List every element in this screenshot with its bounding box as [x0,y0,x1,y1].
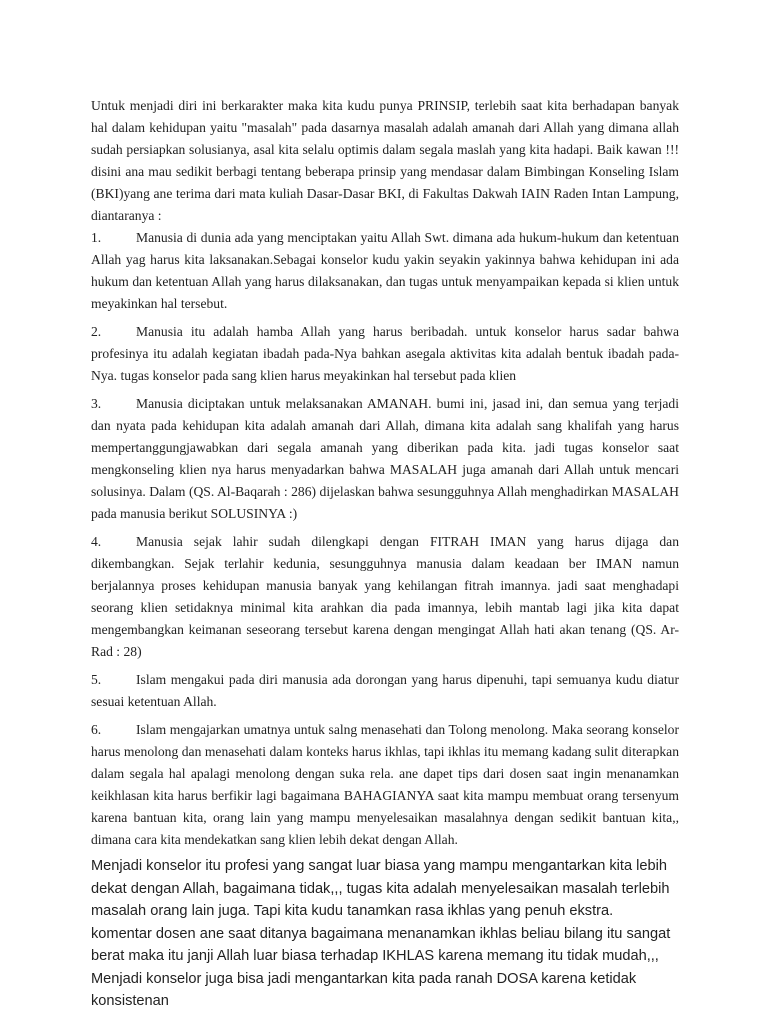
list-number: 5. [91,672,102,687]
list-number: 3. [91,396,102,411]
list-item [91,719,679,851]
closing-paragraph: Menjadi konselor juga bisa jadi mengantarkan kita pada ranah DOSA karena ketidak konsistenan [91,970,637,1009]
list-number: 1. [91,230,102,245]
list-text: Manusia sejak lahir sudah dilengkapi dengan FITRAH IMAN yang harus dijaga dan dikembangkan. Sejak terlahir kedunia, sesungguhnya manusia dalam keadaan ber IMAN namun berjalannya proses kehidupan manusia banyak yang kehilangan fitrah imannya. jadi saat menghadapi seorang klien setidaknya minimal kita arahkan dia pada imannya, lebih mantab lagi jika kita dapat mengembangkan keimanan seseorang tersebut karena dengan mengingat Allah hati akan tenang (QS. Ar-Rad : 28) [91,534,679,659]
list-number: 2. [91,324,102,339]
closing-paragraph: Menjadi konselor itu profesi yang sangat luar biasa yang mampu mengantarkan kita lebih dekat dengan Allah, bagaimana tidak,,, tugas kita adalah menyelesaikan masalah terlebih masalah orang lain juga. Tapi kita kudu tanamkan rasa ikhlas yang penuh ekstra. komentar dosen ane saat ditanya bagaimana menanamkan ikhlas beliau bilang itu sangat berat maka itu janji Allah luar biasa terhadap IKHLAS karena memang itu tidak mudah,,, [91,858,671,964]
list-number: 6. [91,722,102,737]
list-item [91,531,679,663]
list-item [91,393,679,525]
list-item [91,669,679,713]
list-item [91,321,679,387]
list-text: Manusia diciptakan untuk melaksanakan AMANAH. bumi ini, jasad ini, dan semua yang terjadi dan nyata pada kehidupan kita adalah amanah dari Allah, dimana kita adalah sang khalifah yang harus mempertanggungjawabkan dari segala amanah yang diberikan pada kita. jadi tugas konselor saat mengkonseling klien nya harus menyadarkan bahwa MASALAH juga amanah dari Allah untuk mencari solusinya. Dalam (QS. Al-Baqarah : 286) dijelaskan bahwa sesungguhnya Allah menghadirkan MASALAH pada manusia berikut SOLUSINYA :) [91,396,679,521]
list-text: Islam mengajarkan umatnya untuk salng menasehati dan Tolong menolong. Maka seorang konselor harus menolong dan menasehati dalam konteks harus ikhlas, tapi ikhlas itu memang kadang sulit diterapkan dalam segala hal apalagi menolong dengan suka rela. ane dapet tips dari dosen saat ingin menanamkan keikhlasan kita harus berfikir lagi bagaimana BAHAGIANYA saat kita mampu membuat orang tersenyum karena bantuan kita, orang lain yang mampu menyelesaikan masalahnya dengan sedikit bantuan kita,, dimana cara kita mendekatkan sang klien lebih dekat dengan Allah. [91,722,679,847]
document-body [91,95,679,1013]
closing-section [91,855,679,1013]
list-number: 4. [91,534,102,549]
list-text: Islam mengakui pada diri manusia ada dorongan yang harus dipenuhi, tapi semuanya kudu diatur sesuai ketentuan Allah. [91,672,679,709]
list-text: Manusia di dunia ada yang menciptakan yaitu Allah Swt. dimana ada hukum-hukum dan ketentuan Allah yag harus kita laksanakan.Sebagai konselor kudu yakin seyakin yakinnya bahwa kehidupan ini ada hukum dan ketentuan Allah yang harus dilaksanakan, dan tugas untuk menyampaikan kepada si klien untuk meyakinkan hal tersebut. [91,230,679,311]
list-item [91,227,679,315]
intro-paragraph: Untuk menjadi diri ini berkarakter maka kita kudu punya PRINSIP, terlebih saat kita berhadapan banyak hal dalam kehidupan yaitu "masalah" pada dasarnya masalah adalah amanah dari Allah yang dimana allah sudah persiapkan solusianya, asal kita selalu optimis dalam segala maslah yang kita hadapi. Baik kawan !!! disini ana mau sedikit berbagi tentang beberapa prinsip yang mendasar dalam Bimbingan Konseling Islam (BKI)yang ane terima dari mata kuliah Dasar-Dasar BKI, di Fakultas Dakwah IAIN Raden Intan Lampung, diantaranya : [91,98,679,223]
list-text: Manusia itu adalah hamba Allah yang harus beribadah. untuk konselor harus sadar bahwa profesinya itu adalah kegiatan ibadah pada-Nya bahkan asegala aktivitas kita adalah bentuk ibadah pada-Nya. tugas konselor pada sang klien harus meyakinkan hal tersebut pada klien [91,324,679,383]
